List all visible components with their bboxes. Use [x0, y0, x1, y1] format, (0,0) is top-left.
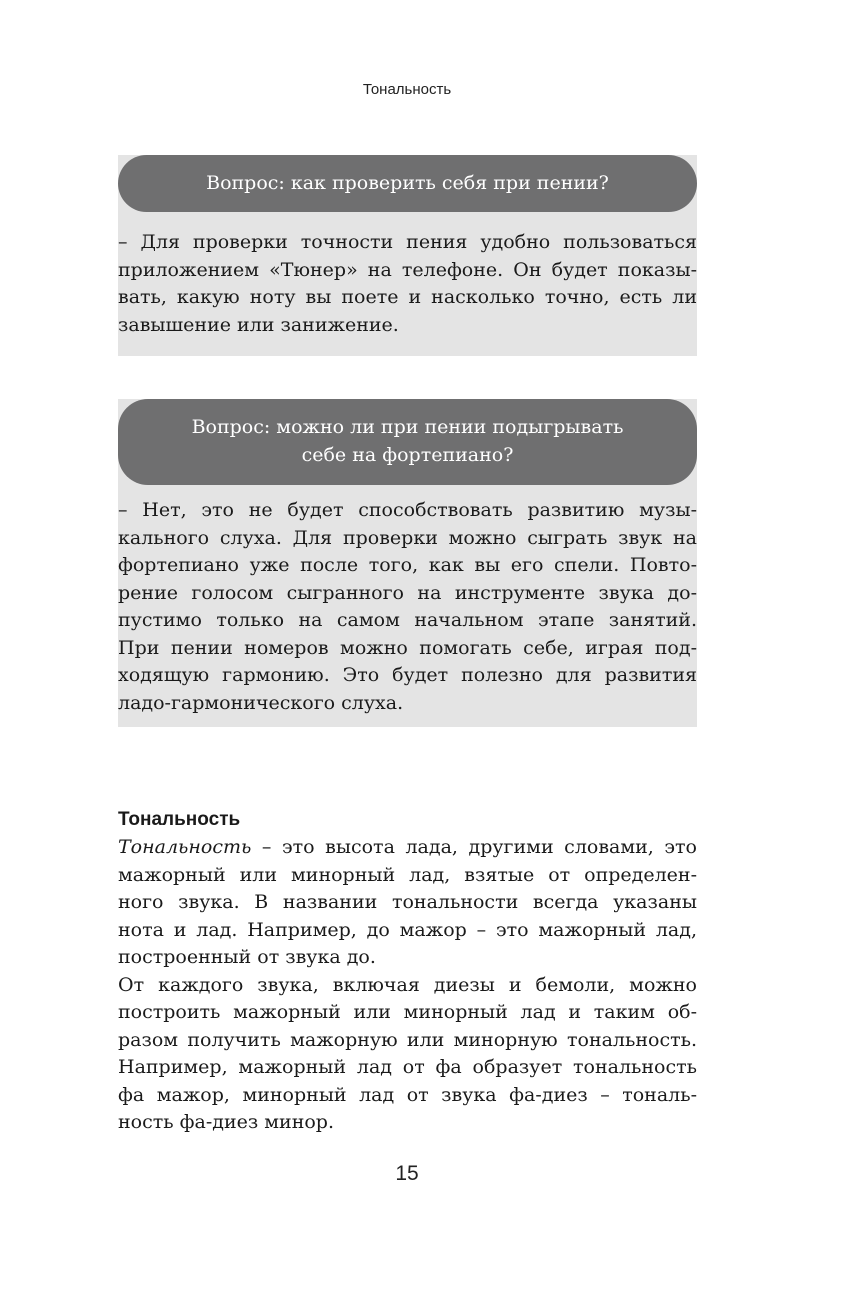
answer-text [118, 212, 697, 339]
paragraph-line [118, 834, 697, 862]
tonality-section [118, 806, 697, 1137]
paragraph-2 [118, 972, 697, 1137]
page-number: 15 [395, 1162, 419, 1185]
paragraph-line: ность фа-диез минор. [118, 1111, 335, 1133]
running-header: Тональность [362, 81, 452, 98]
answer-line: рение голосом сыгранного на инструменте звука до- [118, 581, 697, 604]
section-heading: Тональность [118, 809, 241, 830]
qa-block-2 [118, 399, 697, 727]
answer-line: – Нет, это не будет способствовать развитию музы- [118, 499, 697, 521]
answer-line: ходящую гармонию. Это будет полезно для развития [118, 664, 697, 686]
answer-line: завышение или занижение. [118, 313, 399, 336]
paragraph-line: фа мажор, минорный лад от звука фа-диез – тональ- [118, 1083, 697, 1106]
answer-line: вать, какую ноту вы поете и насколько точно, есть ли [118, 286, 697, 308]
paragraph-line: Например, мажорный лад от фа образует тональность [118, 1056, 697, 1078]
answer-line: пустимо только на самом начальном этапе занятий. [118, 609, 697, 631]
answer-text [118, 485, 697, 717]
question-line: себе на фортепиано? [301, 444, 514, 466]
paragraph-line: мажорный или минорный лад, взятые от определен- [118, 863, 697, 886]
answer-line: – Для проверки точности пения удобно пользоваться [118, 231, 697, 253]
paragraph-line: ного звука. В названии тональности всегда указаны [118, 891, 697, 913]
paragraph-line: построить мажорный или минорный лад и таким об- [118, 1001, 697, 1023]
qa-block-1 [118, 155, 697, 356]
question-banner [118, 399, 697, 485]
question-line: Вопрос: можно ли при пении подыгрывать [191, 416, 624, 438]
paragraph-1 [118, 834, 697, 972]
section-body [118, 834, 697, 1137]
answer-line: ладо-гармонического слуха. [118, 691, 404, 714]
paragraph-line: От каждого звука, включая диезы и бемоли, можно [118, 973, 697, 996]
paragraph-line: построенный от звука до. [118, 946, 376, 968]
defined-term: Тональность [118, 836, 252, 858]
question-banner: Вопрос: как проверить себя при пении? [118, 155, 697, 212]
paragraph-line: нота и лад. Например, до мажор – это мажорный лад, [118, 918, 697, 941]
paragraph-line: разом получить мажорную или минорную тональность. [118, 1028, 697, 1051]
answer-line: кального слуха. Для проверки можно сыграть звук на [118, 526, 697, 549]
answer-line: приложением «Тюнер» на телефоне. Он будет показы- [118, 258, 697, 281]
definition-text: – это высота лада, другими словами, это [251, 836, 697, 858]
answer-line: фортепиано уже после того, как вы его спели. Повто- [118, 554, 697, 576]
answer-line: При пении номеров можно помогать себе, играя под- [118, 636, 697, 659]
